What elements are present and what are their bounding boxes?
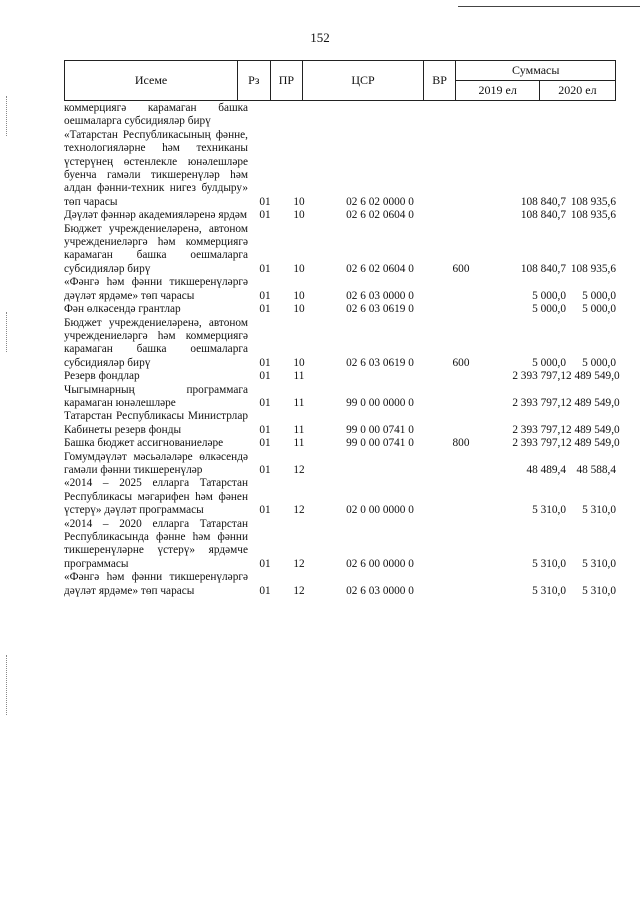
- row-2020: 108 935,6: [570, 262, 616, 275]
- row-vr: 600: [452, 356, 470, 369]
- row-2020: 5 000,0: [582, 289, 616, 302]
- row-pr: 11: [293, 437, 305, 450]
- row-2020: [566, 102, 616, 129]
- row-vr: [444, 370, 478, 383]
- row-2019: 2 393 797,1: [512, 423, 566, 436]
- row-rz: 01: [259, 504, 271, 517]
- row-rz: 01: [259, 262, 271, 275]
- row-pr: 11: [293, 396, 305, 409]
- header-2020: 2020 ел: [539, 81, 615, 101]
- row-2020: 2 489 549,0: [566, 437, 620, 450]
- row-pr: 10: [293, 303, 305, 316]
- table-row: [64, 276, 616, 303]
- row-2019: [478, 102, 566, 129]
- row-pr: 11: [293, 370, 305, 383]
- row-rz: 01: [259, 303, 271, 316]
- row-pr: [282, 102, 316, 129]
- margin-mark: [6, 312, 7, 352]
- header-vr: ВР: [423, 61, 456, 101]
- table-row: [64, 518, 616, 572]
- top-rule: [458, 6, 640, 7]
- row-csr: [316, 102, 444, 129]
- row-2019: 2 393 797,1: [512, 396, 566, 409]
- row-2020: 5 310,0: [582, 504, 616, 517]
- row-rz: 01: [259, 557, 271, 570]
- table-header: [64, 60, 616, 101]
- row-rz: 01: [259, 195, 271, 208]
- row-pr: 12: [293, 463, 305, 476]
- row-pr: 11: [293, 423, 305, 436]
- row-2019: 108 840,7: [520, 262, 566, 275]
- row-pr: 10: [293, 262, 305, 275]
- row-name: Фән өлкәсендә грантлар: [64, 303, 181, 316]
- row-2020: 2 489 549,0: [566, 370, 620, 383]
- row-csr: 02 0 00 0000 0: [346, 504, 414, 517]
- row-rz: 01: [259, 356, 271, 369]
- row-2019: 2 393 797,1: [512, 437, 566, 450]
- row-2020: 5 310,0: [582, 584, 616, 597]
- row-2019: 5 310,0: [532, 504, 566, 517]
- budget-table: [64, 102, 620, 598]
- row-csr: 99 0 00 0741 0: [346, 437, 414, 450]
- row-csr: 02 6 03 0619 0: [346, 303, 414, 316]
- header-sums: Суммасы: [456, 61, 616, 81]
- row-vr: [444, 129, 478, 209]
- margin-mark: [6, 655, 7, 715]
- row-csr: 02 6 03 0619 0: [346, 356, 414, 369]
- row-name: Бюджет учреждениеләренә, автоном учреждениеләргә һәм коммерциягә карамаган башка оешмаларга субсидияләр бирү: [64, 316, 248, 369]
- row-csr: 02 6 02 0000 0: [346, 195, 414, 208]
- row-vr: [444, 276, 478, 303]
- row-rz: 01: [259, 584, 271, 597]
- table-row: [64, 317, 616, 371]
- table-row: [64, 477, 616, 517]
- row-2020: 2 489 549,0: [566, 396, 620, 409]
- header-csr: ЦСР: [303, 61, 424, 101]
- row-vr: [444, 303, 478, 316]
- header-2019: 2019 ел: [456, 81, 539, 101]
- row-rz: 01: [259, 209, 271, 222]
- table-row: [64, 410, 616, 437]
- header-rz: Рз: [238, 61, 270, 101]
- row-name: Бюджет учреждениеләренә, автоном учреждениеләргә һәм коммерциягә карамаган башка оешмаларга субсидияләр бирү: [64, 222, 248, 275]
- row-pr: 12: [293, 557, 305, 570]
- table-row: [64, 209, 616, 222]
- row-2020: 5 310,0: [582, 557, 616, 570]
- row-2019: 5 310,0: [532, 584, 566, 597]
- row-pr: 10: [293, 289, 305, 302]
- row-pr: 12: [293, 584, 305, 597]
- row-rz: 01: [259, 396, 271, 409]
- row-pr: 10: [293, 195, 305, 208]
- row-2020: 108 935,6: [570, 195, 616, 208]
- row-vr: [444, 410, 478, 437]
- row-name: Башка бюджет ассигнованиеләре: [64, 437, 224, 450]
- row-rz: 01: [259, 423, 271, 436]
- row-csr: [316, 370, 444, 383]
- row-2020: 108 935,6: [570, 209, 616, 222]
- row-2020: 2 489 549,0: [566, 423, 620, 436]
- row-2020: 48 588,4: [576, 463, 616, 476]
- row-pr: 10: [293, 209, 305, 222]
- row-2019: 108 840,7: [520, 195, 566, 208]
- row-name: Чыгымнарның программага карамаган юнәлешләре: [64, 383, 248, 409]
- row-vr: 800: [452, 437, 470, 450]
- row-vr: [444, 518, 478, 572]
- table-row: [64, 129, 616, 209]
- table-row: [64, 384, 616, 411]
- row-name: «2014 – 2020 елларга Татарстан Республикасында фәнне һәм фәнни тикшеренүләрне үстерү» ярдәмче программасы: [64, 517, 248, 570]
- row-rz: 01: [259, 289, 271, 302]
- table-row: [64, 571, 616, 598]
- row-pr: 10: [293, 356, 305, 369]
- row-name: Гомумдәүләт мәсьәләләре өлкәсендә гамәли фәнни тикшеренүләр: [64, 450, 248, 476]
- page-number: 152: [310, 30, 330, 45]
- row-2019: 5 000,0: [532, 356, 566, 369]
- row-2019: 48 489,4: [526, 463, 566, 476]
- row-rz: [248, 102, 282, 129]
- row-vr: [444, 209, 478, 222]
- row-rz: 01: [259, 463, 271, 476]
- row-pr: 12: [293, 504, 305, 517]
- table-row: [64, 451, 616, 478]
- row-csr: 02 6 03 0000 0: [346, 289, 414, 302]
- row-2019: 5 310,0: [532, 557, 566, 570]
- row-name: «Татарстан Республикасының фәнне, технологияләрне һәм техниканы үстерүнең өстенлекле юнәлешләре буенча гамәли тикшеренүләр һәм алдан фәнни-техник нигез булдыру» төп чарасы: [64, 128, 248, 208]
- row-name: «Фәнгә һәм фәнни тикшеренүләргә дәүләт ярдәме» төп чарасы: [64, 571, 248, 597]
- row-vr: [444, 571, 478, 598]
- row-2020: 5 000,0: [582, 303, 616, 316]
- row-csr: 99 0 00 0000 0: [346, 396, 414, 409]
- row-2019: 5 000,0: [532, 289, 566, 302]
- row-name: Дәүләт фәннәр академияләренә ярдәм: [64, 209, 247, 222]
- row-vr: [444, 384, 478, 411]
- row-name: «2014 – 2025 елларга Татарстан Республикасы мәгарифен һәм фәнен үстерү» дәүләт программасы: [64, 477, 248, 517]
- row-name: Татарстан Республикасы Министрлар Кабинеты резерв фонды: [64, 410, 248, 436]
- table-row: [64, 102, 616, 129]
- row-csr: 02 6 00 0000 0: [346, 557, 414, 570]
- header-name: Исеме: [65, 61, 238, 101]
- row-vr: [444, 477, 478, 517]
- table-row: [64, 370, 616, 383]
- row-name: Резерв фондлар: [64, 370, 140, 383]
- row-vr: 600: [452, 262, 470, 275]
- row-csr: 02 6 03 0000 0: [346, 584, 414, 597]
- row-csr: [316, 451, 444, 478]
- row-vr: [444, 102, 478, 129]
- table-row: [64, 303, 616, 316]
- row-rz: 01: [259, 370, 271, 383]
- row-csr: 99 0 00 0741 0: [346, 423, 414, 436]
- row-vr: [444, 451, 478, 478]
- table-row: [64, 437, 616, 450]
- row-csr: 02 6 02 0604 0: [346, 262, 414, 275]
- row-2020: 5 000,0: [582, 356, 616, 369]
- row-2019: 2 393 797,1: [512, 370, 566, 383]
- margin-mark: [6, 96, 7, 136]
- header-pr: ПР: [270, 61, 303, 101]
- row-name: «Фәнгә һәм фәнни тикшеренүләргә дәүләт ярдәме» төп чарасы: [64, 276, 248, 302]
- table-row: [64, 223, 616, 277]
- row-2019: 5 000,0: [532, 303, 566, 316]
- row-name: коммерциягә карамаган башка оешмаларга субсидияләр бирү: [64, 102, 248, 128]
- row-rz: 01: [259, 437, 271, 450]
- row-2019: 108 840,7: [520, 209, 566, 222]
- row-csr: 02 6 02 0604 0: [346, 209, 414, 222]
